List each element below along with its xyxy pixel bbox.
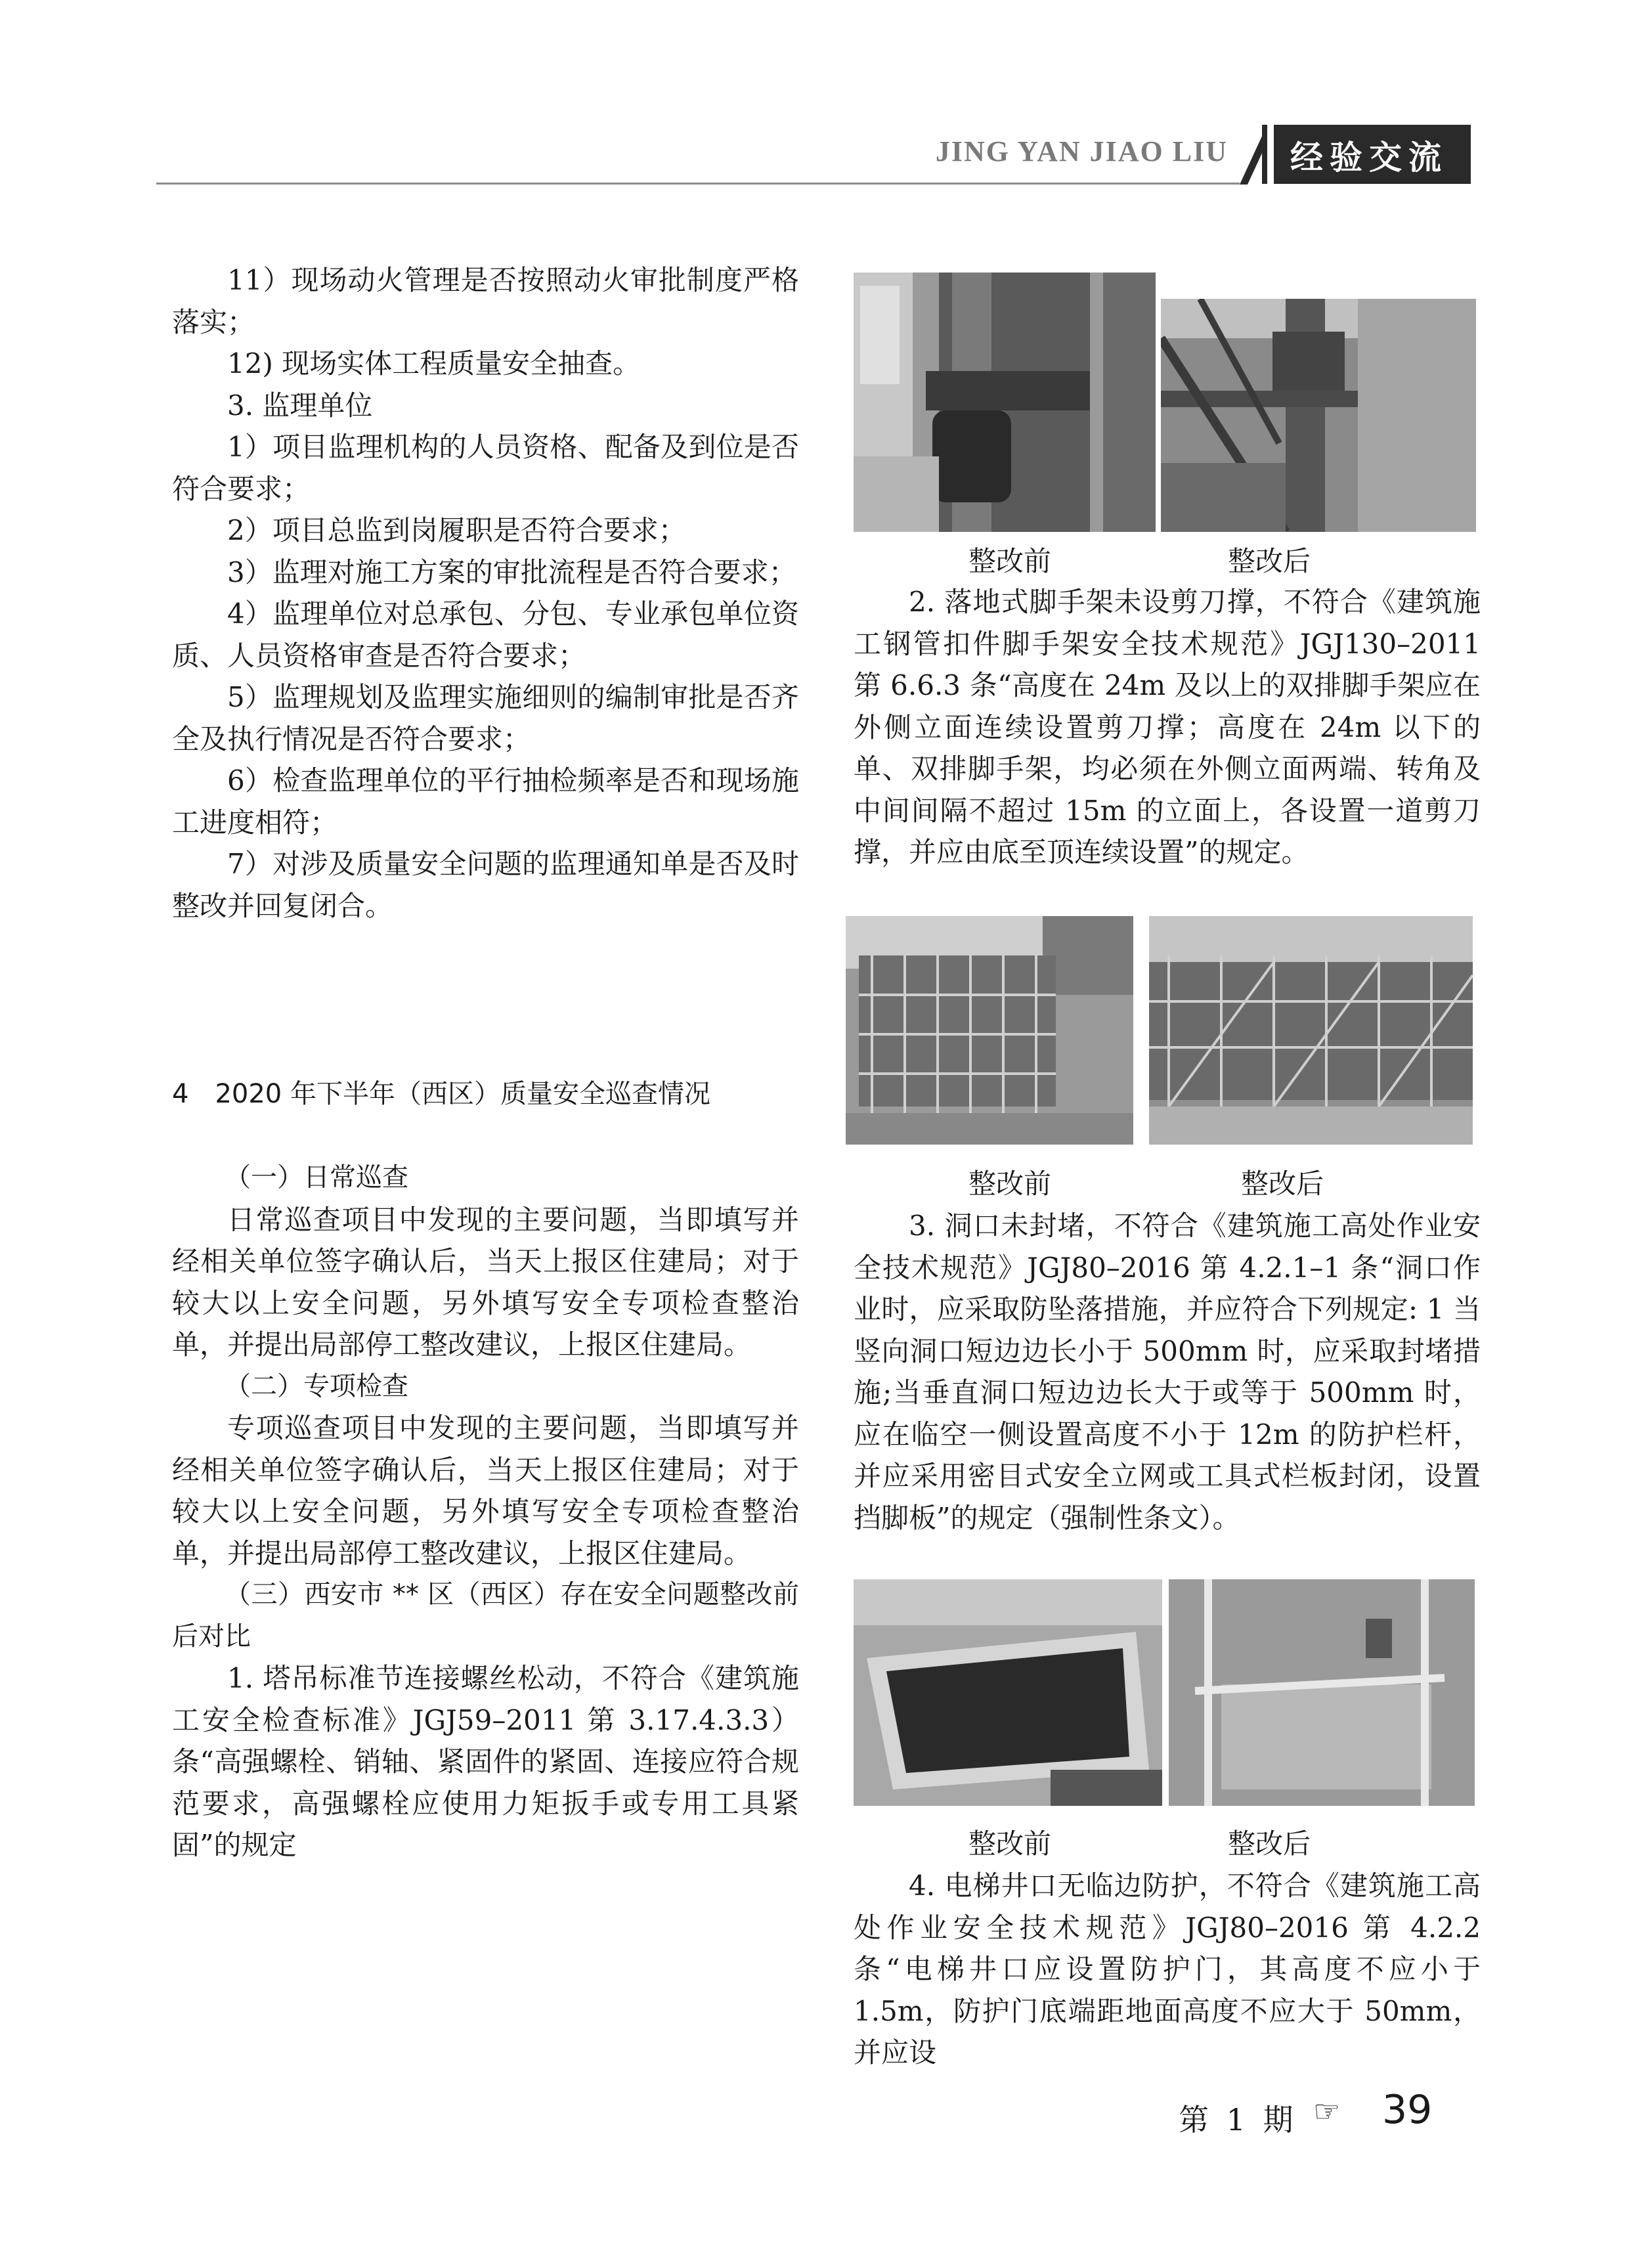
item4-block xyxy=(854,1865,1481,2074)
photo-crane-before xyxy=(854,273,1156,532)
item3-text: 3. 洞口未封堵，不符合《建筑施工高处作业安全技术规范》JGJ80–2016 第 4.2.1–1 条“洞口作业时，应采取防坠落措施，并应符合下列规定: 1 当竖向洞口短边边长小于 500mm 时，应采取封堵措施;当垂直洞口短边边长大于或等于 500mm 时，应在临空一侧设置高度不小于 12m 的防护栏杆，并应采用密目式安全立网或工具式栏板封闭，设置挡脚板”的规定（强制性条文）。 xyxy=(854,1210,1481,1534)
left-item: 3）监理对施工方案的审批流程是否符合要求； xyxy=(227,556,796,588)
left-item: 6）检查监理单位的平行抽检频率是否和现场施工进度相符； xyxy=(172,764,799,839)
photo-scaffold-before-image xyxy=(846,916,1133,1145)
left-item: 4）监理单位对总承包、分包、专业承包单位资质、人员资格审查是否符合要求； xyxy=(172,598,799,672)
caption-before-3: 整改前 xyxy=(968,1828,1052,1860)
item3-block xyxy=(854,1205,1481,1539)
sub1-text: 日常巡查项目中发现的主要问题，当即填写并经相关单位签字确认后，当天上报区住建局；对于较大以上安全问题，另外填写安全专项检查整治单，并提出局部停工整改建议，上报区住建局。 xyxy=(172,1203,799,1361)
item2-block xyxy=(854,581,1481,873)
caption-after-2: 整改后 xyxy=(1241,1168,1324,1200)
left-item: 7）对涉及质量安全问题的监理通知单是否及时整改并回复闭合。 xyxy=(172,848,799,922)
left-item: 12) 现场实体工程质量安全抽查。 xyxy=(227,347,641,380)
caption-after-3: 整改后 xyxy=(1228,1828,1311,1860)
left-subsections xyxy=(172,1157,799,1866)
caption-before-1: 整改前 xyxy=(968,545,1052,577)
header-pinyin: JING YAN JIAO LIU xyxy=(935,135,1228,167)
left-item: 11）现场动火管理是否按照动火审批制度严格落实； xyxy=(172,264,799,338)
sub3-title: （三）西安市 ** 区（西区）存在安全问题整改前后对比 xyxy=(172,1579,799,1652)
photo-scaffold-after xyxy=(1149,916,1473,1145)
left-item: 3. 监理单位 xyxy=(227,389,373,422)
sub1-title: （一）日常巡查 xyxy=(225,1162,408,1193)
photo-opening-after xyxy=(1169,1579,1475,1806)
photo-crane-before-image xyxy=(854,273,1156,532)
header-section-title: 经验交流 xyxy=(1290,139,1448,177)
page-number: 39 xyxy=(1382,2087,1433,2133)
sub2-title: （二）专项检查 xyxy=(225,1370,408,1401)
photo-scaffold-before xyxy=(846,916,1133,1145)
photo-opening-after-image xyxy=(1169,1579,1475,1806)
section-title: 4 2020 年下半年（西区）质量安全巡查情况 xyxy=(172,1079,710,1109)
left-item: 5）监理规划及监理实施细则的编制审批是否齐全及执行情况是否符合要求； xyxy=(172,681,799,755)
photo-opening-before-image xyxy=(854,1579,1162,1806)
pointing-hand-icon: ☞ xyxy=(1313,2093,1341,2129)
photo-scaffold-after-image xyxy=(1149,916,1473,1145)
left-column xyxy=(172,259,799,927)
photo-crane-after-image xyxy=(1161,299,1476,532)
left-item: 1）项目监理机构的人员资格、配备及到位是否符合要求； xyxy=(172,431,799,505)
item1-text: 1. 塔吊标准节连接螺丝松动，不符合《建筑施工安全检查标准》JGJ59–2011 第 3.17.4.3.3）条“高强螺栓、销轴、紧固件的紧固、连接应符合规范要求，高强螺栓应使用力矩扳手或专用工具紧固”的规定 xyxy=(172,1662,799,1861)
caption-before-2: 整改前 xyxy=(968,1168,1052,1200)
item4-text: 4. 电梯井口无临边防护，不符合《建筑施工高处作业安全技术规范》JGJ80–2016 第 4.2.2 条“电梯井口应设置防护门，其高度不应小于 1.5m，防护门底端距地面高度不应大于 50mm，并应设 xyxy=(854,1870,1481,2069)
caption-after-1: 整改后 xyxy=(1228,545,1311,577)
item2-text: 2. 落地式脚手架未设剪刀撑，不符合《建筑施工钢管扣件脚手架安全技术规范》JGJ130–2011 第 6.6.3 条“高度在 24m 及以上的双排脚手架应在外侧立面连续设置剪刀撑；高度在 24m 以下的单、双排脚手架，均必须在外侧立面两端、转角及中间间隔不超过 15m 的立面上，各设置一道剪刀撑，并应由底至顶连续设置”的规定。 xyxy=(854,586,1481,868)
left-item: 2）项目总监到岗履职是否符合要求； xyxy=(227,514,686,546)
sub2-text: 专项巡查项目中发现的主要问题，当即填写并经相关单位签字确认后，当天上报区住建局；对于较大以上安全问题，另外填写安全专项检查整治单，并提出局部停工整改建议，上报区住建局。 xyxy=(172,1412,799,1569)
footer-issue: 第 1 期 xyxy=(1179,2102,1297,2137)
photo-opening-before xyxy=(854,1579,1162,1806)
section-heading xyxy=(172,1073,799,1110)
photo-crane-after xyxy=(1161,299,1476,532)
